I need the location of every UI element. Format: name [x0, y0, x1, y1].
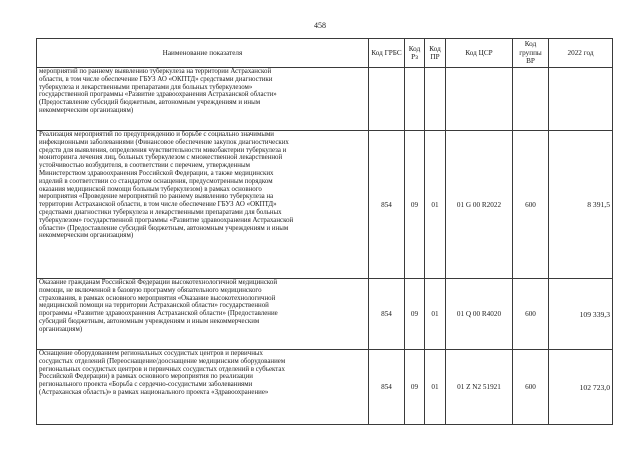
- indicator-name-line: средств для выявления, определения чувствительности микобактерии туберкулеза и: [39, 146, 287, 154]
- pr-code-cell: 01: [425, 350, 446, 425]
- indicator-name-line: территории Астраханской области, в том числе обеспечение ГБУЗ АО «ОКПТД»: [39, 201, 277, 209]
- indicator-name-cell: [37, 350, 369, 425]
- budget-table: [36, 38, 613, 425]
- vr-code-cell: 600: [513, 350, 549, 425]
- indicator-name-cell: [37, 279, 369, 350]
- amount-cell: [549, 68, 613, 131]
- grbs-code-cell: [369, 68, 405, 131]
- indicator-name-line: программы «Развитие здравоохранения Астраханской области» (Предоставление: [39, 310, 278, 318]
- pr-code-cell: 01: [425, 131, 446, 279]
- grbs-code-cell: 854: [369, 279, 405, 350]
- rz-code-cell: 09: [405, 131, 425, 279]
- csr-code-cell: 01 G 00 R2022: [446, 131, 513, 279]
- pr-code-cell: [425, 68, 446, 131]
- header-year: 2022 год: [549, 39, 613, 68]
- table-row: [37, 68, 613, 131]
- indicator-name-line: оказания медицинской помощи больным туберкулезом) в рамках основного: [39, 185, 262, 193]
- page-number: 458: [314, 21, 326, 30]
- indicator-name-line: области» (Предоставление субсидий бюджетным, автономным учреждениям и иным: [39, 224, 289, 232]
- grbs-code-cell: 854: [369, 350, 405, 425]
- header-csr: Код ЦСР: [446, 39, 513, 68]
- rz-code-cell: 09: [405, 279, 425, 350]
- grbs-code-cell: 854: [369, 131, 405, 279]
- indicator-name-cell: [37, 131, 369, 279]
- indicator-name-line: мероприятия «Проведение мероприятий по раннему выявлению туберкулеза на: [39, 193, 274, 201]
- indicator-name-line: (Астраханская область)» в рамках национального проекта «Здравоохранение»: [39, 388, 269, 396]
- indicator-name-line: мониторинга лечения лиц, больных туберкулезом с множественной лекарственной: [39, 154, 283, 162]
- header-pr: Код ПР: [425, 39, 446, 68]
- rz-code-cell: 09: [405, 350, 425, 425]
- indicator-name-cell: [37, 68, 369, 131]
- vr-code-cell: 600: [513, 131, 549, 279]
- vr-code-cell: 600: [513, 279, 549, 350]
- indicator-name-line: Министерством здравоохранения Российской Федерации, а также медицинских: [39, 169, 274, 177]
- indicator-name-line: сосудистых отделений (Переоснащение/дооснащение медицинским оборудованием: [39, 357, 286, 365]
- amount-cell: 8 391,5: [549, 131, 613, 279]
- indicator-name-line: туберкулеза и лекарственными препаратами для больных туберкулезом»: [39, 83, 253, 91]
- indicator-name-line: средствами диагностики туберкулеза и лекарственными препаратами для больных: [39, 208, 282, 216]
- indicator-name-line: Реализация мероприятий по предупреждению и борьбе с социально значимыми: [39, 131, 274, 138]
- indicator-name-line: субсидий бюджетным, автономным учреждениям и иным некоммерческим: [39, 317, 260, 325]
- indicator-name-line: регионального проекта «Борьба с сердечно-сосудистыми заболеваниями: [39, 381, 253, 389]
- indicator-name-line: некоммерческим организациям): [39, 232, 134, 240]
- indicator-name-line: региональных сосудистых центров и первичных сосудистых отделений в субъектах: [39, 365, 285, 373]
- amount-cell: 109 339,3: [549, 279, 613, 350]
- table-row: [37, 279, 613, 350]
- indicator-name-line: Оснащение оборудованием региональных сосудистых центров и первичных: [39, 350, 263, 357]
- indicator-name-line: Оказание гражданам Российской Федерации высокотехнологичной медицинской: [39, 279, 278, 286]
- vr-code-cell: [513, 68, 549, 131]
- pr-code-cell: 01: [425, 279, 446, 350]
- indicator-name-line: устойчивостью возбудителя, в соответствии с перечнем, утвержденным: [39, 162, 250, 170]
- indicator-name-line: страхования, в рамках основного мероприятия «Оказание высокотехнологичной: [39, 294, 276, 302]
- indicator-name-line: некоммерческим организациям): [39, 106, 134, 114]
- csr-code-cell: [446, 68, 513, 131]
- table-row: [37, 350, 613, 425]
- indicator-name-line: области, в том числе обеспечение ГБУЗ АО «ОКПТД» средствами диагностики: [39, 75, 273, 83]
- table-row: [37, 131, 613, 279]
- indicator-name-line: организациям): [39, 325, 83, 333]
- csr-code-cell: 01 Z N2 51921: [446, 350, 513, 425]
- indicator-name-line: (Предоставление субсидий бюджетным, автономным учреждениям и иным: [39, 99, 261, 107]
- indicator-name-line: мероприятий по раннему выявлению туберкулеза на территории Астраханской: [39, 68, 272, 75]
- header-name: Наименование показателя: [37, 39, 369, 68]
- header-grbs: Код ГРБС: [369, 39, 405, 68]
- indicator-name-line: государственной программы «Развитие здравоохранения Астраханской области»: [39, 91, 277, 99]
- table-header-row: [37, 39, 613, 68]
- amount-cell: 102 723,0: [549, 350, 613, 425]
- indicator-name-line: инфекционными заболеваниями (Финансовое обеспечение закупок диагностических: [39, 138, 289, 146]
- csr-code-cell: 01 Q 00 R4020: [446, 279, 513, 350]
- header-rz: Код Рз: [405, 39, 425, 68]
- indicator-name-line: изделий в соответствии со стандартом оснащения, предусмотренным порядком: [39, 177, 273, 185]
- indicator-name-line: туберкулезом» государственной программы «Развитие здравоохранения Астраханской: [39, 216, 294, 224]
- indicator-name-line: Российской Федерации) в рамках основного мероприятия по реализации: [39, 373, 253, 381]
- indicator-name-line: помощи, не включенной в базовую программу обязательного медицинского: [39, 286, 262, 294]
- header-vr: Код группы ВР: [513, 39, 549, 68]
- indicator-name-line: медицинской помощи на территории Астраханской области» государственной: [39, 302, 269, 310]
- rz-code-cell: [405, 68, 425, 131]
